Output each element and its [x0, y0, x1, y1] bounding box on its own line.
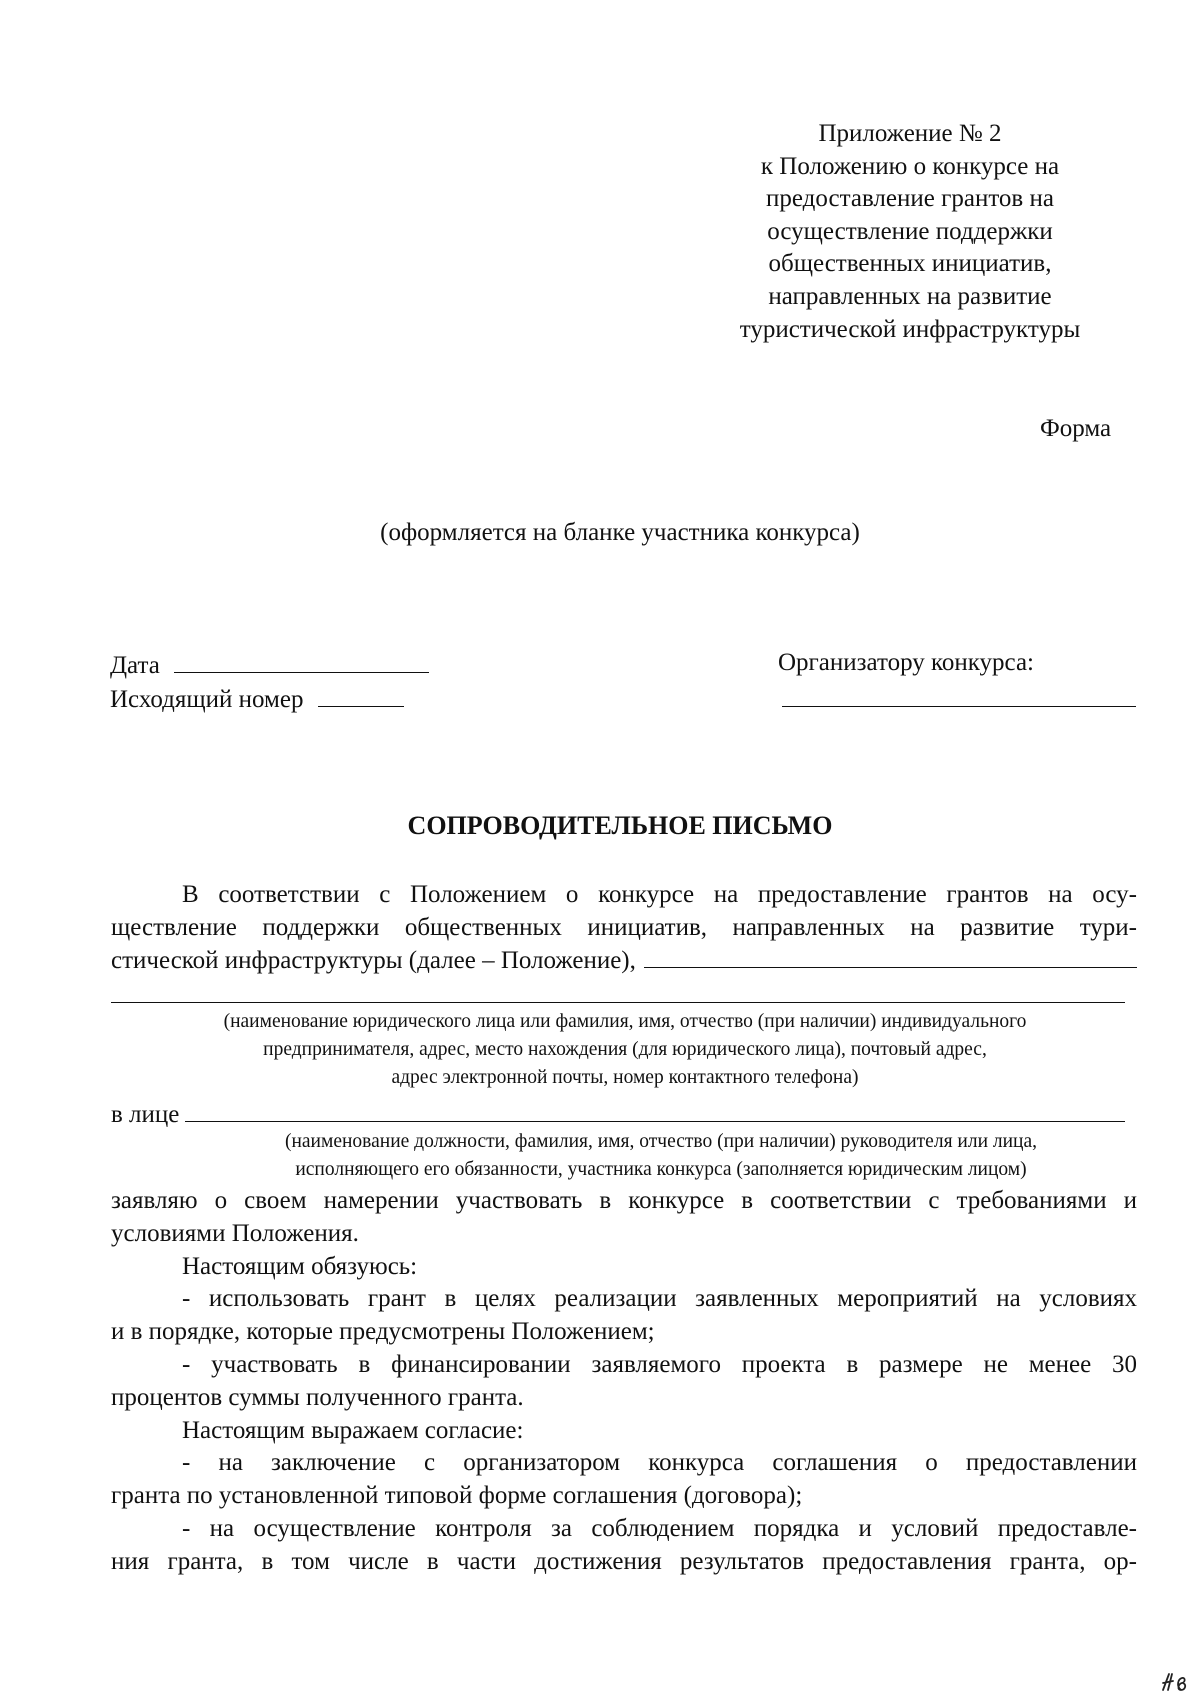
handwritten-page-mark [1160, 1670, 1200, 1694]
representative-label: в лице [111, 1101, 180, 1128]
consent-heading: Настоящим выражаем согласие: [182, 1416, 524, 1444]
intro-line: ществление поддержки общественных инициатив, направленных на развитие тури- [111, 914, 1137, 941]
addressee-field-line[interactable] [782, 706, 1136, 707]
caption-line: (наименование юридического лица или фамилия, имя, отчество (при наличии) индивидуального [223, 1011, 1027, 1032]
outgoing-number-label: Исходящий номер [110, 686, 304, 713]
representative-field-line[interactable] [185, 1099, 1125, 1122]
appendix-line: предоставление грантов на [766, 185, 1054, 213]
body-line: заявляю о своем намерении участвовать в конкурсе в соответствии с требованиями и [111, 1187, 1137, 1214]
representative-row [111, 1098, 1125, 1131]
body-line: и в порядке, которые предусмотрены Положением; [111, 1318, 655, 1346]
document-title: СОПРОВОДИТЕЛЬНОЕ ПИСЬМО [407, 811, 833, 840]
applicant-caption [100, 1008, 1150, 1092]
form-label: Форма [1040, 415, 1112, 442]
date-row [110, 648, 429, 682]
date-field-line[interactable] [174, 648, 429, 673]
appendix-line: осуществление поддержки [767, 217, 1053, 245]
body-line: - использовать грант в целях реализации заявленных мероприятий на условиях [182, 1285, 1137, 1313]
date-block [110, 648, 429, 716]
appendix-line: к Положению о конкурсе на [760, 152, 1060, 180]
body-line: процентов суммы полученного гранта. [111, 1383, 524, 1411]
appendix-header [700, 118, 1120, 346]
date-label: Дата [110, 652, 160, 679]
caption-line: (наименование должности, фамилия, имя, отчество (при наличии) руководителя или лица, [284, 1131, 1038, 1152]
addressee-label: Организатору конкурса: [778, 649, 1034, 676]
appendix-line: общественных инициатив, [768, 250, 1052, 278]
intro-paragraph [111, 878, 1137, 977]
body-line: условиями Положения. [111, 1219, 359, 1247]
outgoing-row [110, 682, 429, 716]
appendix-line: туристической инфраструктуры [739, 315, 1081, 343]
caption-line: предпринимателя, адрес, место нахождения (для юридического лица), почтовый адрес, [263, 1039, 987, 1060]
body-line: - на заключение с организатором конкурса соглашения о предоставлении [182, 1449, 1137, 1477]
letter-body [111, 1185, 1137, 1579]
body-line: гранта по установленной типовой форме соглашения (договора); [111, 1482, 803, 1510]
intro-line: стической инфраструктуры (далее – Положение), [111, 947, 636, 974]
intro-line-with-field [111, 944, 1137, 977]
commit-heading: Настоящим обязуюсь: [182, 1252, 418, 1280]
caption-line: адрес электронной почты, номер контактного телефона) [391, 1067, 859, 1088]
applicant-field-line-2[interactable] [111, 1002, 1125, 1003]
applicant-field-line[interactable] [644, 945, 1137, 968]
outgoing-number-field-line[interactable] [318, 682, 404, 707]
appendix-line: направленных на развитие [768, 282, 1052, 310]
appendix-line: Приложение № 2 [818, 120, 1002, 147]
blank-note: (оформляется на бланке участника конкурса) [380, 519, 860, 546]
body-line: - на осуществление контроля за соблюдением порядка и условий предоставле- [182, 1514, 1137, 1542]
body-line: ния гранта, в том числе в части достижения результатов предоставления гранта, ор- [111, 1547, 1137, 1575]
body-line: - участвовать в финансировании заявляемого проекта в размере не менее 30 [182, 1350, 1137, 1378]
caption-line: исполняющего его обязанности, участника конкурса (заполняется юридическим лицом) [295, 1159, 1027, 1180]
representative-caption [186, 1128, 1136, 1184]
intro-line: В соответствии с Положением о конкурсе на предоставление грантов на осу- [182, 881, 1137, 908]
